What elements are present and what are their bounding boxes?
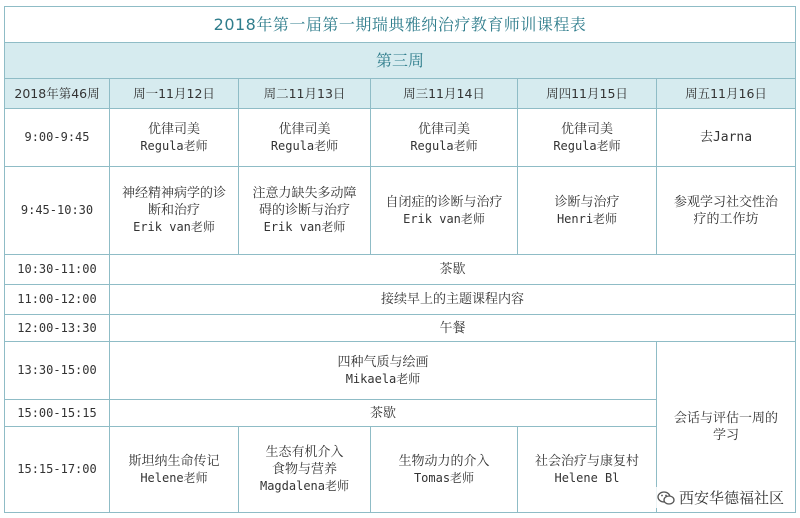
time-slot: 11:00-12:00 [5, 285, 110, 315]
day-header-thu: 周四11月15日 [518, 79, 657, 109]
table-row [5, 255, 796, 285]
session-cell [371, 167, 518, 255]
course-name: 注意力缺失多动障 [252, 186, 357, 201]
session-cell [110, 109, 239, 167]
course-name: 生物动力的介入 [398, 453, 490, 469]
wechat-icon [657, 490, 675, 506]
course-name: 优律司美 [147, 121, 200, 137]
session-cell [239, 167, 371, 255]
course-name: 神经精神病学的诊 [121, 186, 226, 201]
day-header-fri: 周五11月16日 [657, 79, 796, 109]
teacher-name: Regula老师 [410, 138, 478, 153]
time-slot: 9:45-10:30 [5, 167, 110, 255]
table-row [5, 109, 796, 167]
watermark-text: 西安华德福社区 [678, 489, 784, 507]
course-name: 优律司美 [278, 121, 331, 137]
table-row [5, 167, 796, 255]
session-cell: 午餐 [110, 315, 796, 342]
watermark [655, 487, 786, 508]
course-name: 参观学习社交性治 [674, 194, 779, 210]
teacher-name: Erik van老师 [403, 211, 485, 226]
course-schedule-table [4, 6, 796, 513]
session-cell: 茶歇 [110, 255, 796, 285]
course-name: 生态有机介入 [265, 445, 344, 460]
course-name: 诊断与治疗 [554, 194, 620, 210]
course-name: 疗的工作坊 [693, 211, 759, 227]
session-cell [657, 167, 796, 255]
time-slot: 12:00-13:30 [5, 315, 110, 342]
page-title: 2018年第一届第一期瑞典雅纳治疗教育师训课程表 [5, 7, 796, 43]
course-name: 社会治疗与康复村 [534, 453, 639, 469]
teacher-name: Regula老师 [140, 138, 208, 153]
table-row [5, 315, 796, 342]
teacher-name: Regula老师 [553, 138, 621, 153]
session-cell [239, 427, 371, 513]
course-name: 食物与营养 [271, 462, 337, 477]
time-slot: 15:15-17:00 [5, 427, 110, 513]
session-cell [110, 167, 239, 255]
session-cell: 去Jarna [657, 109, 796, 167]
time-slot: 9:00-9:45 [5, 109, 110, 167]
course-name: 学习 [713, 428, 740, 443]
session-cell [518, 167, 657, 255]
course-name: 自闭症的诊断与治疗 [385, 194, 503, 210]
table-row [5, 342, 796, 400]
session-cell [239, 109, 371, 167]
session-cell: 接续早上的主题课程内容 [110, 285, 796, 315]
teacher-name: Regula老师 [270, 138, 339, 153]
time-slot: 13:30-15:00 [5, 342, 110, 400]
teacher-name: Erik van老师 [133, 220, 215, 234]
session-cell [371, 109, 518, 167]
course-name: 斯坦纳生命传记 [128, 453, 220, 469]
course-name: 断和治疗 [147, 203, 200, 218]
teacher-name: Erik van老师 [263, 220, 346, 234]
session-cell [518, 427, 657, 513]
day-header-wed: 周三11月14日 [371, 79, 518, 109]
teacher-name: Henri老师 [556, 211, 618, 226]
course-name: 碍的诊断与治疗 [258, 203, 350, 218]
session-cell [110, 342, 657, 400]
session-cell: 茶歇 [110, 400, 657, 427]
teacher-name: Mikaela老师 [345, 371, 421, 386]
time-slot: 15:00-15:15 [5, 400, 110, 427]
day-header-tue: 周二11月13日 [239, 79, 371, 109]
session-cell [371, 427, 518, 513]
table-row [5, 285, 796, 315]
teacher-name: Magdalena老师 [259, 479, 350, 493]
session-cell [110, 427, 239, 513]
course-name: 优律司美 [560, 121, 613, 137]
teacher-name: Helene Bl [554, 470, 620, 485]
day-header-mon: 周一11月12日 [110, 79, 239, 109]
week-number: 2018年第46周 [5, 79, 110, 109]
course-name: 会话与评估一周的 [674, 411, 779, 426]
teacher-name: Tomas老师 [413, 470, 475, 485]
week-label: 第三周 [5, 43, 796, 79]
course-name: 优律司美 [417, 121, 470, 137]
teacher-name: Helene老师 [140, 470, 208, 485]
session-cell [518, 109, 657, 167]
time-slot: 10:30-11:00 [5, 255, 110, 285]
course-name: 四种气质与绘画 [337, 354, 429, 370]
